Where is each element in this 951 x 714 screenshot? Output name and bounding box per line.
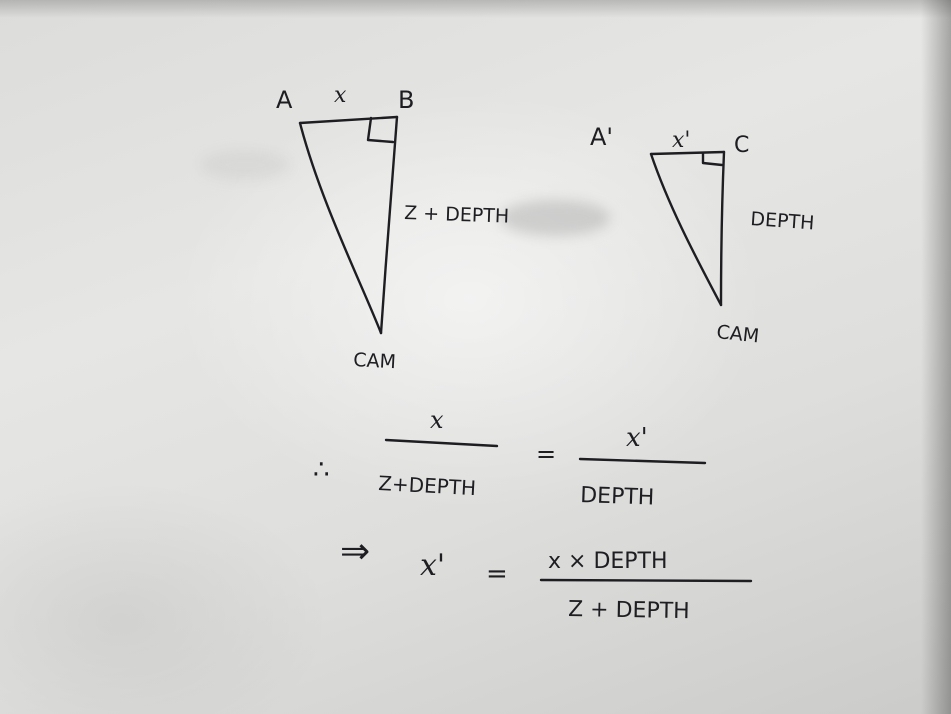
label-cam-2: CAM — [715, 321, 761, 348]
eq1-equals: = — [536, 440, 557, 468]
eq2-lhs: x' — [420, 548, 446, 583]
eq1-rhs-fraction-bar — [580, 459, 705, 463]
triangle-1-left-edge — [300, 123, 381, 333]
label-a: A — [276, 86, 293, 114]
triangle-2-right-edge — [721, 152, 724, 305]
eq1-lhs-numerator: x — [430, 406, 444, 434]
eq2-fraction-bar — [541, 580, 751, 581]
label-z-plus-depth: Z + DEPTH — [403, 202, 510, 228]
eq1-lhs-fraction-bar — [386, 440, 497, 446]
triangle-1-top-edge — [300, 117, 397, 123]
label-cam-1: CAM — [352, 349, 397, 374]
label-x: x — [334, 83, 347, 108]
therefore-symbol: ∴ — [313, 455, 330, 485]
triangle-1-right-angle-mark — [368, 118, 393, 142]
label-b: B — [398, 86, 415, 114]
eq1-rhs-numerator: x' — [626, 423, 648, 453]
eq2-equals: = — [486, 559, 508, 589]
triangle-2-right-angle-mark — [703, 153, 722, 165]
label-x-prime: x' — [672, 128, 691, 153]
eq2-numerator: x × DEPTH — [548, 549, 668, 574]
eq2-denominator: Z + DEPTH — [567, 597, 690, 625]
label-c: C — [734, 133, 750, 158]
label-a-prime: A' — [590, 123, 614, 151]
triangle-1-right-edge — [381, 117, 397, 333]
eq1-lhs-denominator: Z+DEPTH — [377, 471, 477, 501]
implies-arrow: ⇒ — [340, 531, 371, 572]
triangle-2-left-edge — [651, 154, 721, 305]
eq1-rhs-denominator: DEPTH — [579, 483, 655, 511]
label-depth: DEPTH — [749, 208, 816, 235]
